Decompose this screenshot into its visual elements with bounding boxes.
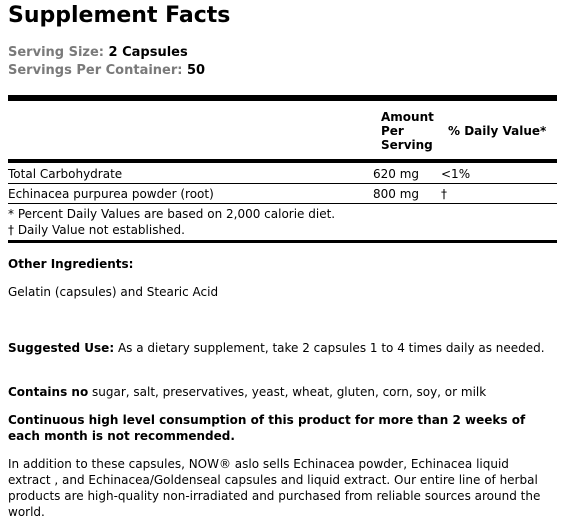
top-divider [8,95,557,101]
servings-per-container [8,62,205,80]
contains-text: sugar, salt, preservatives, yeast, wheat, gluten, corn, soy, or milk [88,385,487,399]
nutrient-daily-value: † [441,187,447,201]
nutrient-name: Echinacea purpurea powder (root) [8,187,214,201]
additional-info: In addition to these capsules, NOW® aslo sells Echinacea powder, Echinacea liquid extract , and Echinacea/Goldenseal capsules and liquid extract. Our entire line of herbal products are high-quality non-irradiated and purchased from reliable sources around the world. [8,457,541,519]
row-divider [8,183,557,184]
row-divider [8,203,557,204]
header-divider [8,159,557,163]
bottom-divider [8,240,557,243]
serving-size-value: 2 Capsules [108,45,188,60]
nutrient-amount: 800 mg [373,187,420,201]
other-ingredients-label: Other Ingredients: [8,257,134,271]
servings-per-container-label: Servings Per Container: [8,63,183,78]
serving-size-label: Serving Size: [8,45,105,60]
nutrient-name: Total Carbohydrate [8,167,123,181]
warning-text: Continuous high level consumption of this product for more than 2 weeks of each month is not recommended. [8,413,526,443]
serving-size [8,44,205,62]
nutrient-daily-value: <1% [441,167,471,181]
nutrient-amount: 620 mg [373,167,420,181]
amount-header-line2: Per [381,124,404,138]
contains-statement [8,384,548,400]
suggested-use-text: As a dietary supplement, take 2 capsules 1 to 4 times daily as needed. [114,341,545,355]
page-title: Supplement Facts [8,3,231,28]
servings-per-container-value: 50 [187,63,206,78]
suggested-use-label: Suggested Use: [8,341,115,355]
amount-per-serving-header [381,110,434,152]
daily-value-header: % Daily Value* [448,124,547,138]
amount-header-line3: Serving [381,138,433,152]
other-ingredients-text: Gelatin (capsules) and Stearic Acid [8,285,219,299]
suggested-use [8,340,548,356]
amount-header-line1: Amount [381,110,434,124]
footnote-daily-value: * Percent Daily Values are based on 2,000 calorie diet. [8,207,336,221]
serving-info [8,44,205,80]
contains-label: Contains no [8,385,89,399]
footnote-not-established: † Daily Value not established. [8,223,185,237]
